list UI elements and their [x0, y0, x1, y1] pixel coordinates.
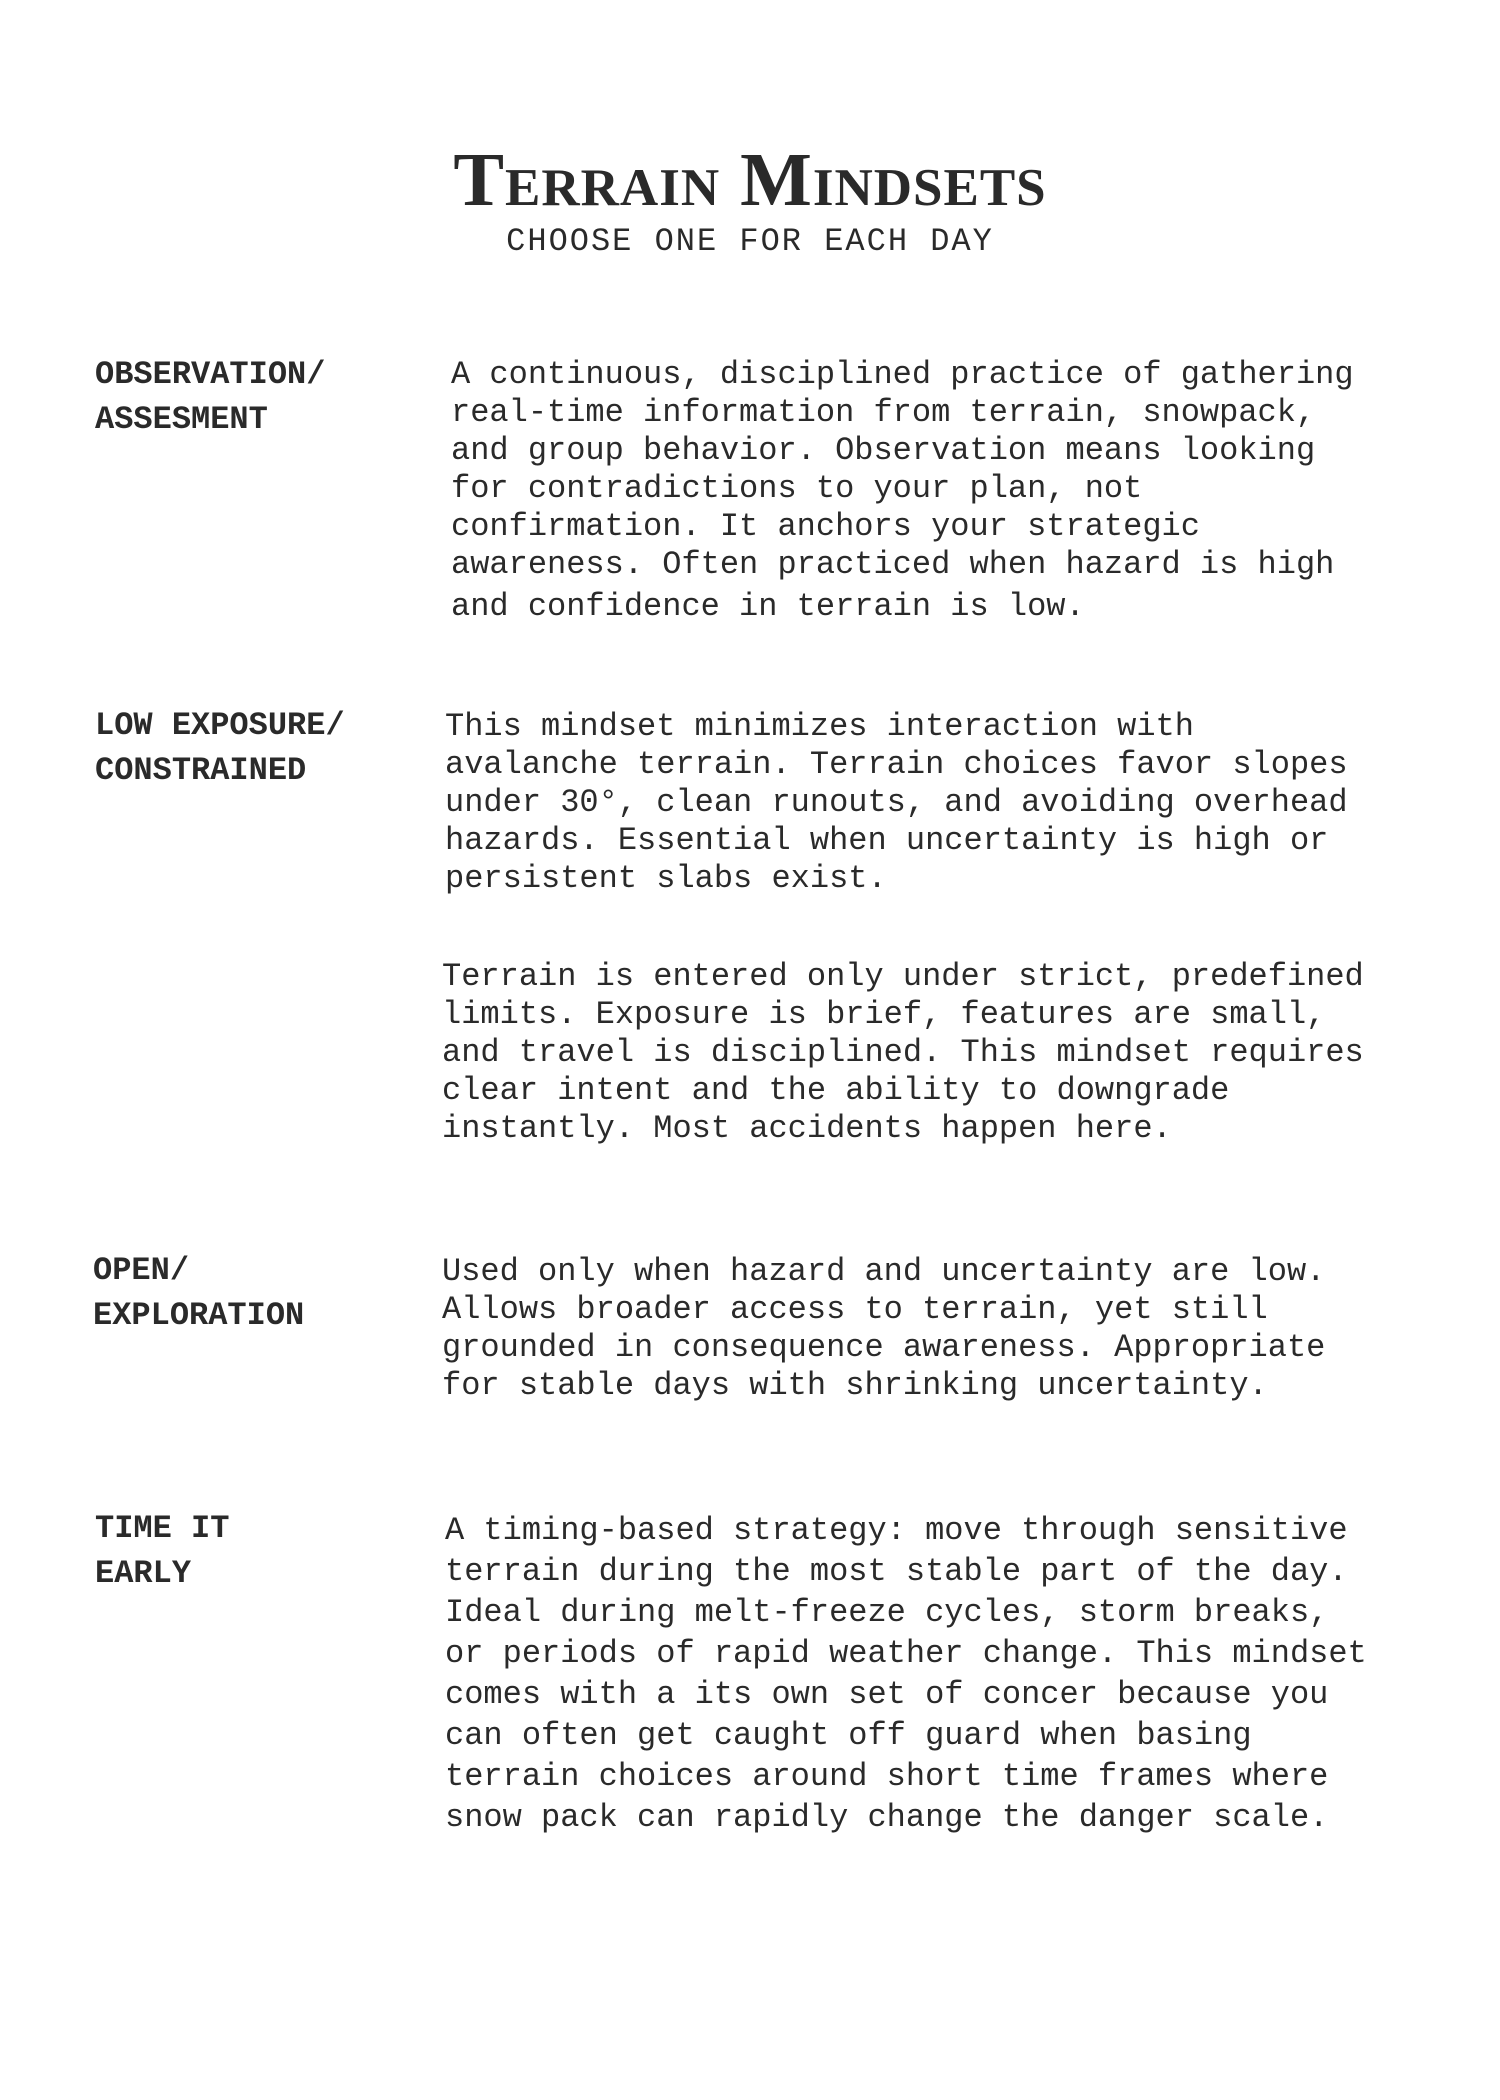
text-line: Terrain is entered only under strict, predefined: [442, 958, 1364, 995]
section-label-open: [93, 1248, 413, 1338]
text-line: for stable days with shrinking uncertainty.: [442, 1367, 1268, 1404]
section-label-time-it-early: [95, 1506, 415, 1596]
text-line: comes with a its own set of concer because you: [445, 1676, 1329, 1713]
label-line: LOW EXPOSURE/: [95, 707, 345, 744]
label-line: ASSESMENT: [95, 401, 268, 438]
text-line: under 30°, clean runouts, and avoiding overhead: [445, 784, 1348, 821]
label-line: OPEN/: [93, 1252, 190, 1289]
label-line: OBSERVATION/: [95, 356, 326, 393]
page-title: Terrain Mindsets: [453, 138, 1047, 222]
text-line: Ideal during melt-freeze cycles, storm breaks,: [445, 1594, 1329, 1631]
section-description-observation: [451, 356, 1354, 626]
text-line: for contradictions to your plan, not: [451, 470, 1143, 507]
text-line: avalanche terrain. Terrain choices favor slopes: [445, 746, 1348, 783]
section-description-open: [442, 1253, 1325, 1405]
text-line: clear intent and the ability to downgrade: [442, 1072, 1230, 1109]
text-line: Used only when hazard and uncertainty are low.: [442, 1253, 1326, 1290]
page-subtitle: CHOOSE ONE FOR EACH DAY: [506, 223, 994, 260]
section-label-observation: [95, 352, 415, 442]
text-line: and travel is disciplined. This mindset requires: [442, 1034, 1364, 1071]
text-line: terrain choices around short time frames where: [445, 1758, 1329, 1795]
section-label-low-exposure: [95, 703, 415, 793]
text-line: real-time information from terrain, snowpack,: [451, 394, 1316, 431]
text-line: instantly. Most accidents happen here.: [442, 1110, 1172, 1147]
text-line: A timing-based strategy: move through sensitive: [445, 1512, 1348, 1549]
text-line: awareness. Often practiced when hazard is high: [451, 546, 1335, 583]
text-line: and confidence in terrain is low.: [451, 588, 1085, 625]
text-line: terrain during the most stable part of the day.: [445, 1553, 1348, 1590]
text-line: can often get caught off guard when basing: [445, 1717, 1252, 1754]
text-line: and group behavior. Observation means looking: [451, 432, 1316, 469]
text-line: or periods of rapid weather change. This mindset: [445, 1635, 1367, 1672]
section-description-low-exposure: [445, 708, 1348, 898]
text-line: grounded in consequence awareness. Appropriate: [442, 1329, 1326, 1366]
label-line: CONSTRAINED: [95, 752, 307, 789]
text-line: confirmation. It anchors your strategic: [451, 508, 1200, 545]
section-description-low-exposure-2: [442, 958, 1364, 1148]
text-line: A continuous, disciplined practice of gathering: [451, 356, 1354, 393]
section-description-time-it-early: [445, 1510, 1367, 1838]
text-line: persistent slabs exist.: [445, 860, 887, 897]
text-line: snow pack can rapidly change the danger scale.: [445, 1799, 1329, 1836]
text-line: hazards. Essential when uncertainty is high or: [445, 822, 1329, 859]
text-line: limits. Exposure is brief, features are small,: [442, 996, 1326, 1033]
text-line: Allows broader access to terrain, yet still: [442, 1291, 1268, 1328]
text-line: This mindset minimizes interaction with: [445, 708, 1194, 745]
label-line: EARLY: [95, 1555, 192, 1592]
label-line: EXPLORATION: [93, 1297, 305, 1334]
label-line: TIME IT: [95, 1510, 230, 1547]
